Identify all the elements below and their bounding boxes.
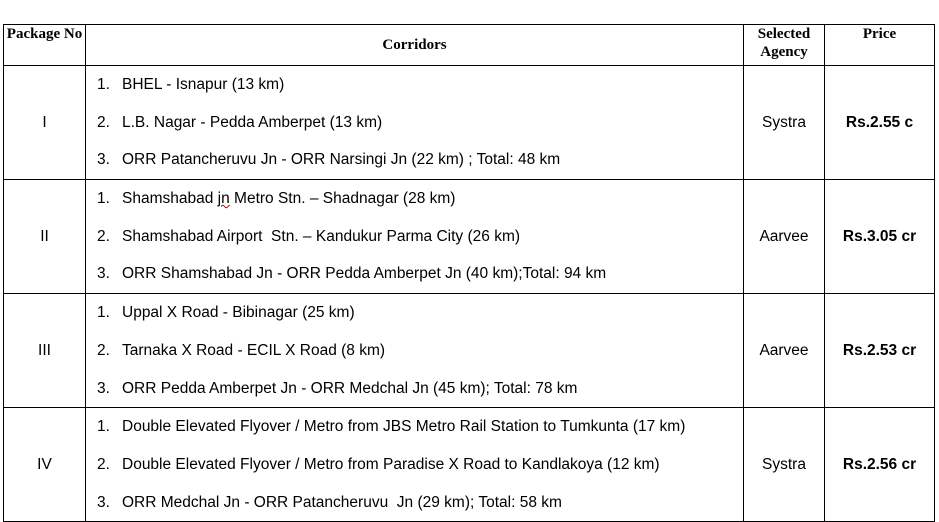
corridor-number: 2. xyxy=(97,113,110,131)
corridor-item xyxy=(86,255,743,293)
header-package-no: Package No xyxy=(4,25,86,66)
corridor-item xyxy=(86,218,743,256)
package-number: III xyxy=(4,294,86,408)
corridor-text: ORR Medchal Jn - ORR Patancheruvu Jn (29 km); Total: 58 km xyxy=(122,493,562,511)
spellcheck-marked-word: jn xyxy=(217,190,230,208)
corridor-text: Tarnaka X Road - ECIL X Road (8 km) xyxy=(122,341,386,359)
corridor-text: ORR Pedda Amberpet Jn - ORR Medchal Jn (45 km); Total: 78 km xyxy=(122,379,578,397)
corridor-text: Shamshabad Airport Stn. – Kandukur Parma City (26 km) xyxy=(122,227,521,245)
corridor-number: 3. xyxy=(97,265,110,283)
corridor-item xyxy=(86,446,743,484)
corridor-item xyxy=(86,104,743,142)
corridor-text: Uppal X Road - Bibinagar (25 km) xyxy=(122,304,355,322)
corridor-number: 3. xyxy=(97,493,110,511)
package-number: II xyxy=(4,180,86,294)
corridor-item xyxy=(86,370,743,408)
corridor-list xyxy=(86,180,744,294)
corridor-number: 1. xyxy=(97,418,110,436)
table-row xyxy=(4,66,935,180)
corridor-text-start: Shamshabad xyxy=(122,190,218,208)
corridor-number: 1. xyxy=(97,190,110,208)
table-row xyxy=(4,408,935,522)
corridor-number: 2. xyxy=(97,227,110,245)
price-value: Rs.3.05 cr xyxy=(825,180,935,294)
corridor-number: 3. xyxy=(97,379,110,397)
corridor-item xyxy=(86,294,743,332)
corridor-text: ORR Shamshabad Jn - ORR Pedda Amberpet Jn (40 km);Total: 94 km xyxy=(122,265,607,283)
corridor-text: ORR Patancheruvu Jn - ORR Narsingi Jn (22 km) ; Total: 48 km xyxy=(122,151,561,169)
corridor-text: Double Elevated Flyover / Metro from Paradise X Road to Kandlakoya (12 km) xyxy=(122,455,660,473)
corridor-text: BHEL - Isnapur (13 km) xyxy=(122,76,285,93)
selected-agency: Systra xyxy=(744,408,825,522)
corridor-list xyxy=(86,66,744,180)
packages-table xyxy=(3,24,935,522)
corridor-number: 1. xyxy=(97,76,110,93)
header-price: Price xyxy=(825,25,935,66)
price-value: Rs.2.55 c xyxy=(825,66,935,180)
price-value: Rs.2.53 cr xyxy=(825,294,935,408)
corridor-item xyxy=(86,141,743,179)
selected-agency: Aarvee xyxy=(744,294,825,408)
table-row xyxy=(4,180,935,294)
selected-agency: Aarvee xyxy=(744,180,825,294)
corridor-list xyxy=(86,408,744,522)
corridor-list xyxy=(86,294,744,408)
corridor-item xyxy=(86,332,743,370)
package-number: IV xyxy=(4,408,86,522)
package-number: I xyxy=(4,66,86,180)
corridor-number: 2. xyxy=(97,455,110,473)
corridor-text: Double Elevated Flyover / Metro from JBS Metro Rail Station to Tumkunta (17 km) xyxy=(122,418,686,436)
corridor-number: 1. xyxy=(97,304,110,322)
corridor-number: 2. xyxy=(97,341,110,359)
corridor-item xyxy=(86,66,743,104)
corridor-text-end: Metro Stn. – Shadnagar (28 km) xyxy=(229,190,456,208)
header-row xyxy=(4,25,935,66)
selected-agency: Systra xyxy=(744,66,825,180)
corridor-item xyxy=(86,408,743,446)
price-value: Rs.2.56 cr xyxy=(825,408,935,522)
corridor-item xyxy=(86,484,743,522)
header-corridors: Corridors xyxy=(86,25,744,66)
table-row xyxy=(4,294,935,408)
corridor-item xyxy=(86,180,743,218)
corridor-text: L.B. Nagar - Pedda Amberpet (13 km) xyxy=(122,113,383,131)
header-selected-agency: Selected Agency xyxy=(744,25,825,66)
corridor-number: 3. xyxy=(97,151,110,169)
